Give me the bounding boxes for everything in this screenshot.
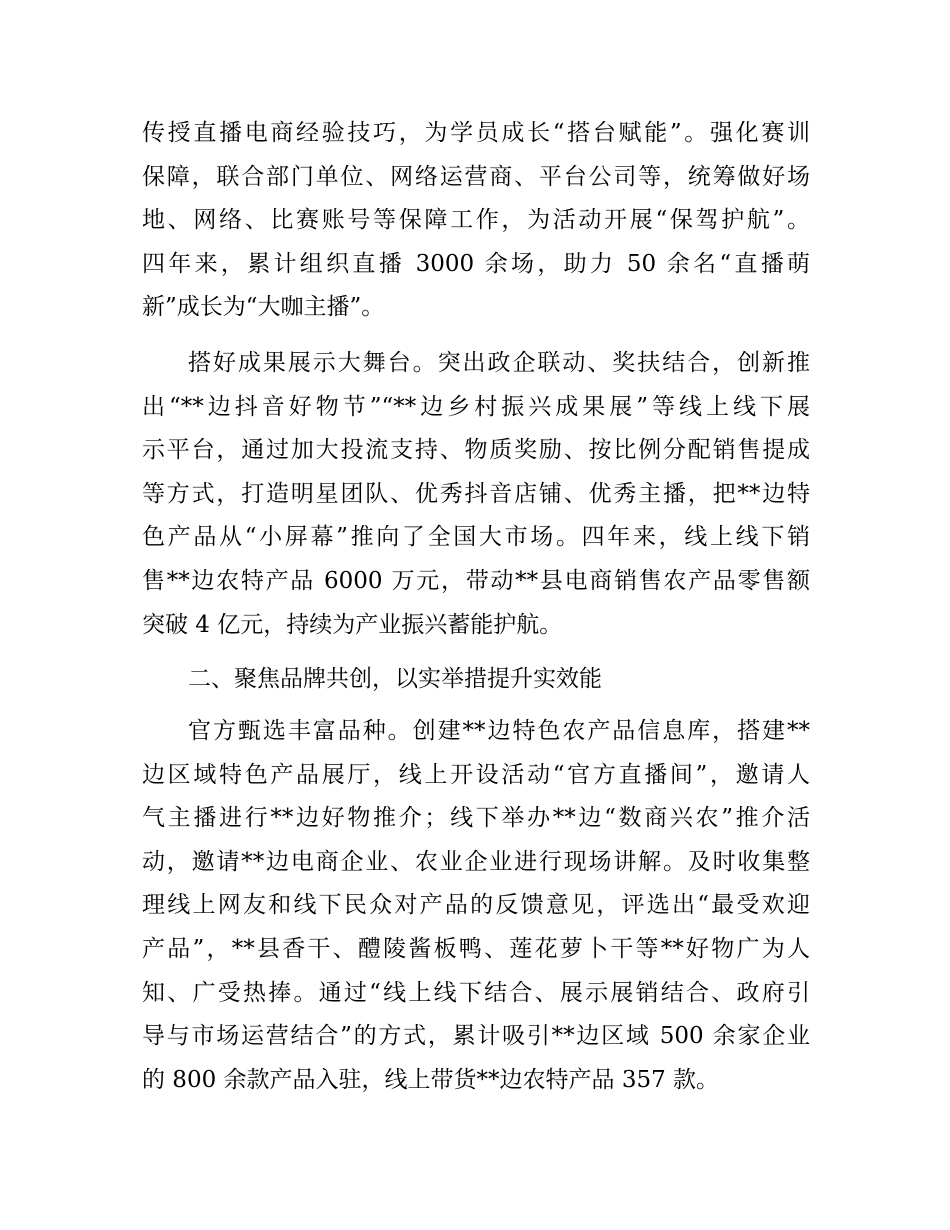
paragraph-official-selection — [142, 710, 810, 1102]
text-line: 四年来，累计组织直播 3000 余场，助力 50 余名“直播萌 — [142, 250, 810, 277]
text-line: 新”成长为“大咖主播”。 — [142, 294, 385, 321]
text-line: 色产品从“小屏幕”推向了全国大市场。四年来，线上线下销 — [142, 524, 810, 551]
heading-line: 二、聚焦品牌共创，以实举措提升实效能 — [188, 666, 602, 692]
text-line: 知、广受热捧。通过“线上线下结合、展示展销结合、政府引 — [142, 979, 810, 1006]
text-line: 的 800 余款产品入驻，线上带货**边农特产品 357 款。 — [142, 1066, 720, 1093]
text-line: 理线上网友和线下民众对产品的反馈意见，评选出“最受欢迎 — [142, 892, 810, 919]
text-line: 地、网络、比赛账号等保障工作，为活动开展“保驾护航”。 — [142, 207, 810, 234]
text-line: 导与市场运营结合”的方式，累计吸引**边区域 500 余家企业 — [142, 1023, 810, 1050]
text-line: 出“**边抖音好物节”“**边乡村振兴成果展”等线上线下展 — [142, 393, 810, 420]
text-line: 产品”，**县香干、醴陵酱板鸭、莲花萝卜干等**好物广为人 — [142, 935, 810, 962]
text-line: 气主播进行**边好物推介；线下举办**边“数商兴农”推介活 — [142, 805, 810, 832]
section-heading — [142, 658, 810, 702]
text-line: 保障，联合部门单位、网络运营商、平台公司等，统筹做好场 — [142, 163, 810, 190]
text-line: 示平台，通过加大投流支持、物质奖励、按比例分配销售提成 — [142, 437, 810, 464]
text-line: 搭好成果展示大舞台。突出政企联动、奖扶结合，创新推 — [188, 350, 810, 376]
paragraph-training-support — [142, 112, 810, 330]
text-line: 边区域特色产品展厅，线上开设活动“官方直播间”，邀请人 — [142, 761, 810, 788]
text-line: 动，邀请**边电商企业、农业企业进行现场讲解。及时收集整 — [142, 848, 810, 875]
text-line: 官方甄选丰富品种。创建**边特色农产品信息库，搭建** — [188, 718, 810, 744]
text-line: 等方式，打造明星团队、优秀抖音店铺、优秀主播，把**边特 — [142, 480, 810, 507]
text-line: 传授直播电商经验技巧，为学员成长“搭台赋能”。强化赛训 — [142, 120, 810, 146]
paragraph-achievement-showcase — [142, 342, 810, 647]
text-line: 售**边农特产品 6000 万元，带动**县电商销售农产品零售额 — [142, 567, 810, 594]
text-line: 突破 4 亿元，持续为产业振兴蓄能护航。 — [142, 611, 563, 638]
